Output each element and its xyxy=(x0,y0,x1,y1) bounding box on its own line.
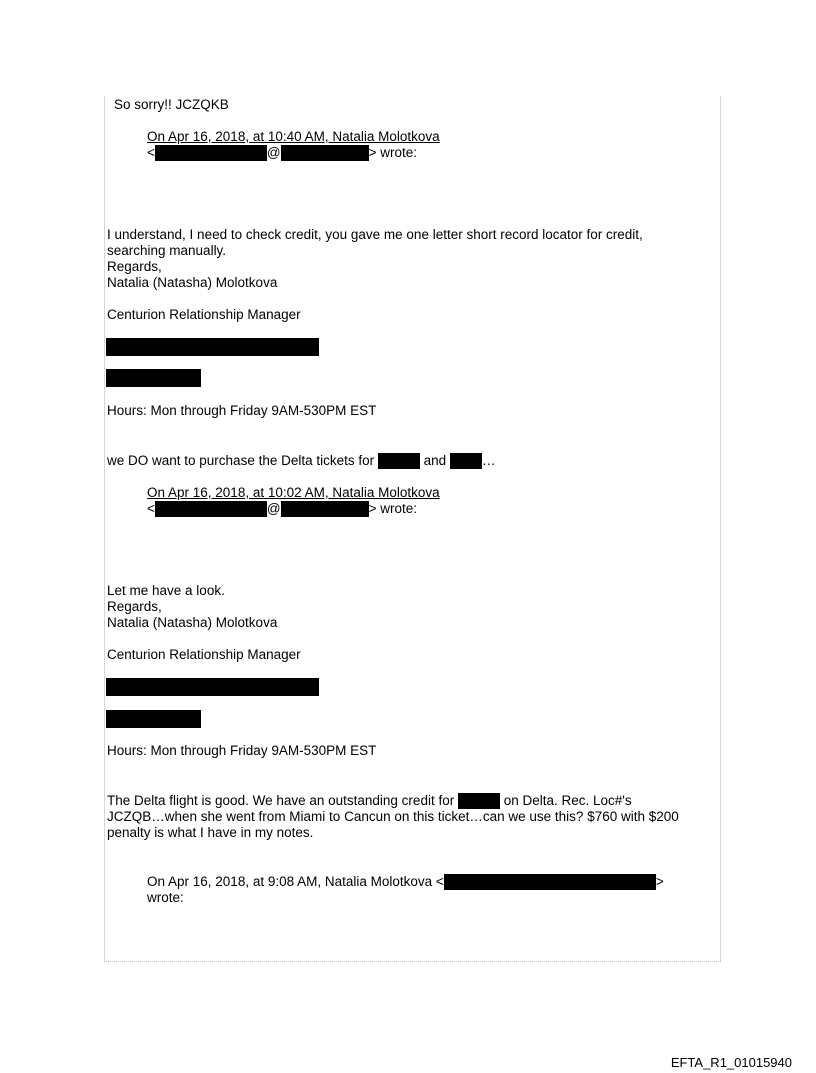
redaction xyxy=(444,874,656,890)
message1-line: I understand, I need to check credit, you gave me one letter short record locator for credit, xyxy=(107,227,643,242)
redaction xyxy=(281,501,369,517)
purchase-line xyxy=(107,453,495,469)
hours-line: Hours: Mon through Friday 9AM-530PM EST xyxy=(107,403,377,418)
purchase-and: and xyxy=(423,453,447,468)
message1-signature: Natalia (Natasha) Molotkova xyxy=(107,275,278,290)
address-wrote: > wrote: xyxy=(368,501,418,516)
quote3-close: > xyxy=(655,874,664,889)
bates-number: EFTA_R1_01015940 xyxy=(670,1055,792,1070)
quote-wrote-3: wrote: xyxy=(147,890,184,905)
redaction-block xyxy=(106,338,319,356)
signature-title: Centurion Relationship Manager xyxy=(107,647,301,662)
address-lt: < xyxy=(147,145,155,160)
redaction-block xyxy=(106,710,201,728)
delta-line: penalty is what I have in my notes. xyxy=(107,825,314,840)
delta-prefix: The Delta flight is good. We have an outstanding credit for xyxy=(107,793,455,808)
quote-header-3 xyxy=(147,874,664,890)
delta-line xyxy=(107,793,632,809)
redaction xyxy=(458,793,500,809)
redaction xyxy=(450,453,482,469)
address-wrote: > wrote: xyxy=(368,145,418,160)
redaction-block xyxy=(106,678,319,696)
opening-line: So sorry!! JCZQKB xyxy=(114,97,229,112)
quote3-header: On Apr 16, 2018, at 9:08 AM, Natalia Molotkova < xyxy=(147,874,444,889)
hours-line: Hours: Mon through Friday 9AM-530PM EST xyxy=(107,743,377,758)
message2-line: Let me have a look. xyxy=(107,583,225,598)
quote-address-2 xyxy=(147,501,417,517)
purchase-suffix: … xyxy=(481,453,496,468)
redaction xyxy=(155,145,267,161)
redaction xyxy=(378,453,420,469)
message2-line: Regards, xyxy=(107,599,162,614)
signature-title: Centurion Relationship Manager xyxy=(107,307,301,322)
delta-suffix: on Delta. Rec. Loc#'s xyxy=(503,793,632,808)
quote-header-2: On Apr 16, 2018, at 10:02 AM, Natalia Molotkova xyxy=(147,485,440,500)
redaction-block xyxy=(106,369,201,387)
quote-address-1 xyxy=(147,145,417,161)
redaction xyxy=(281,145,369,161)
message1-line: searching manually. xyxy=(107,243,227,258)
message2-signature: Natalia (Natasha) Molotkova xyxy=(107,615,278,630)
quote-header-1: On Apr 16, 2018, at 10:40 AM, Natalia Molotkova xyxy=(147,129,440,144)
message1-line: Regards, xyxy=(107,259,162,274)
address-at: @ xyxy=(266,145,281,160)
delta-line: JCZQB…when she went from Miami to Cancun on this ticket…can we use this? $760 with $200 xyxy=(107,809,679,824)
address-lt: < xyxy=(147,501,155,516)
purchase-prefix: we DO want to purchase the Delta tickets for xyxy=(107,453,375,468)
redaction xyxy=(155,501,267,517)
address-at: @ xyxy=(266,501,281,516)
